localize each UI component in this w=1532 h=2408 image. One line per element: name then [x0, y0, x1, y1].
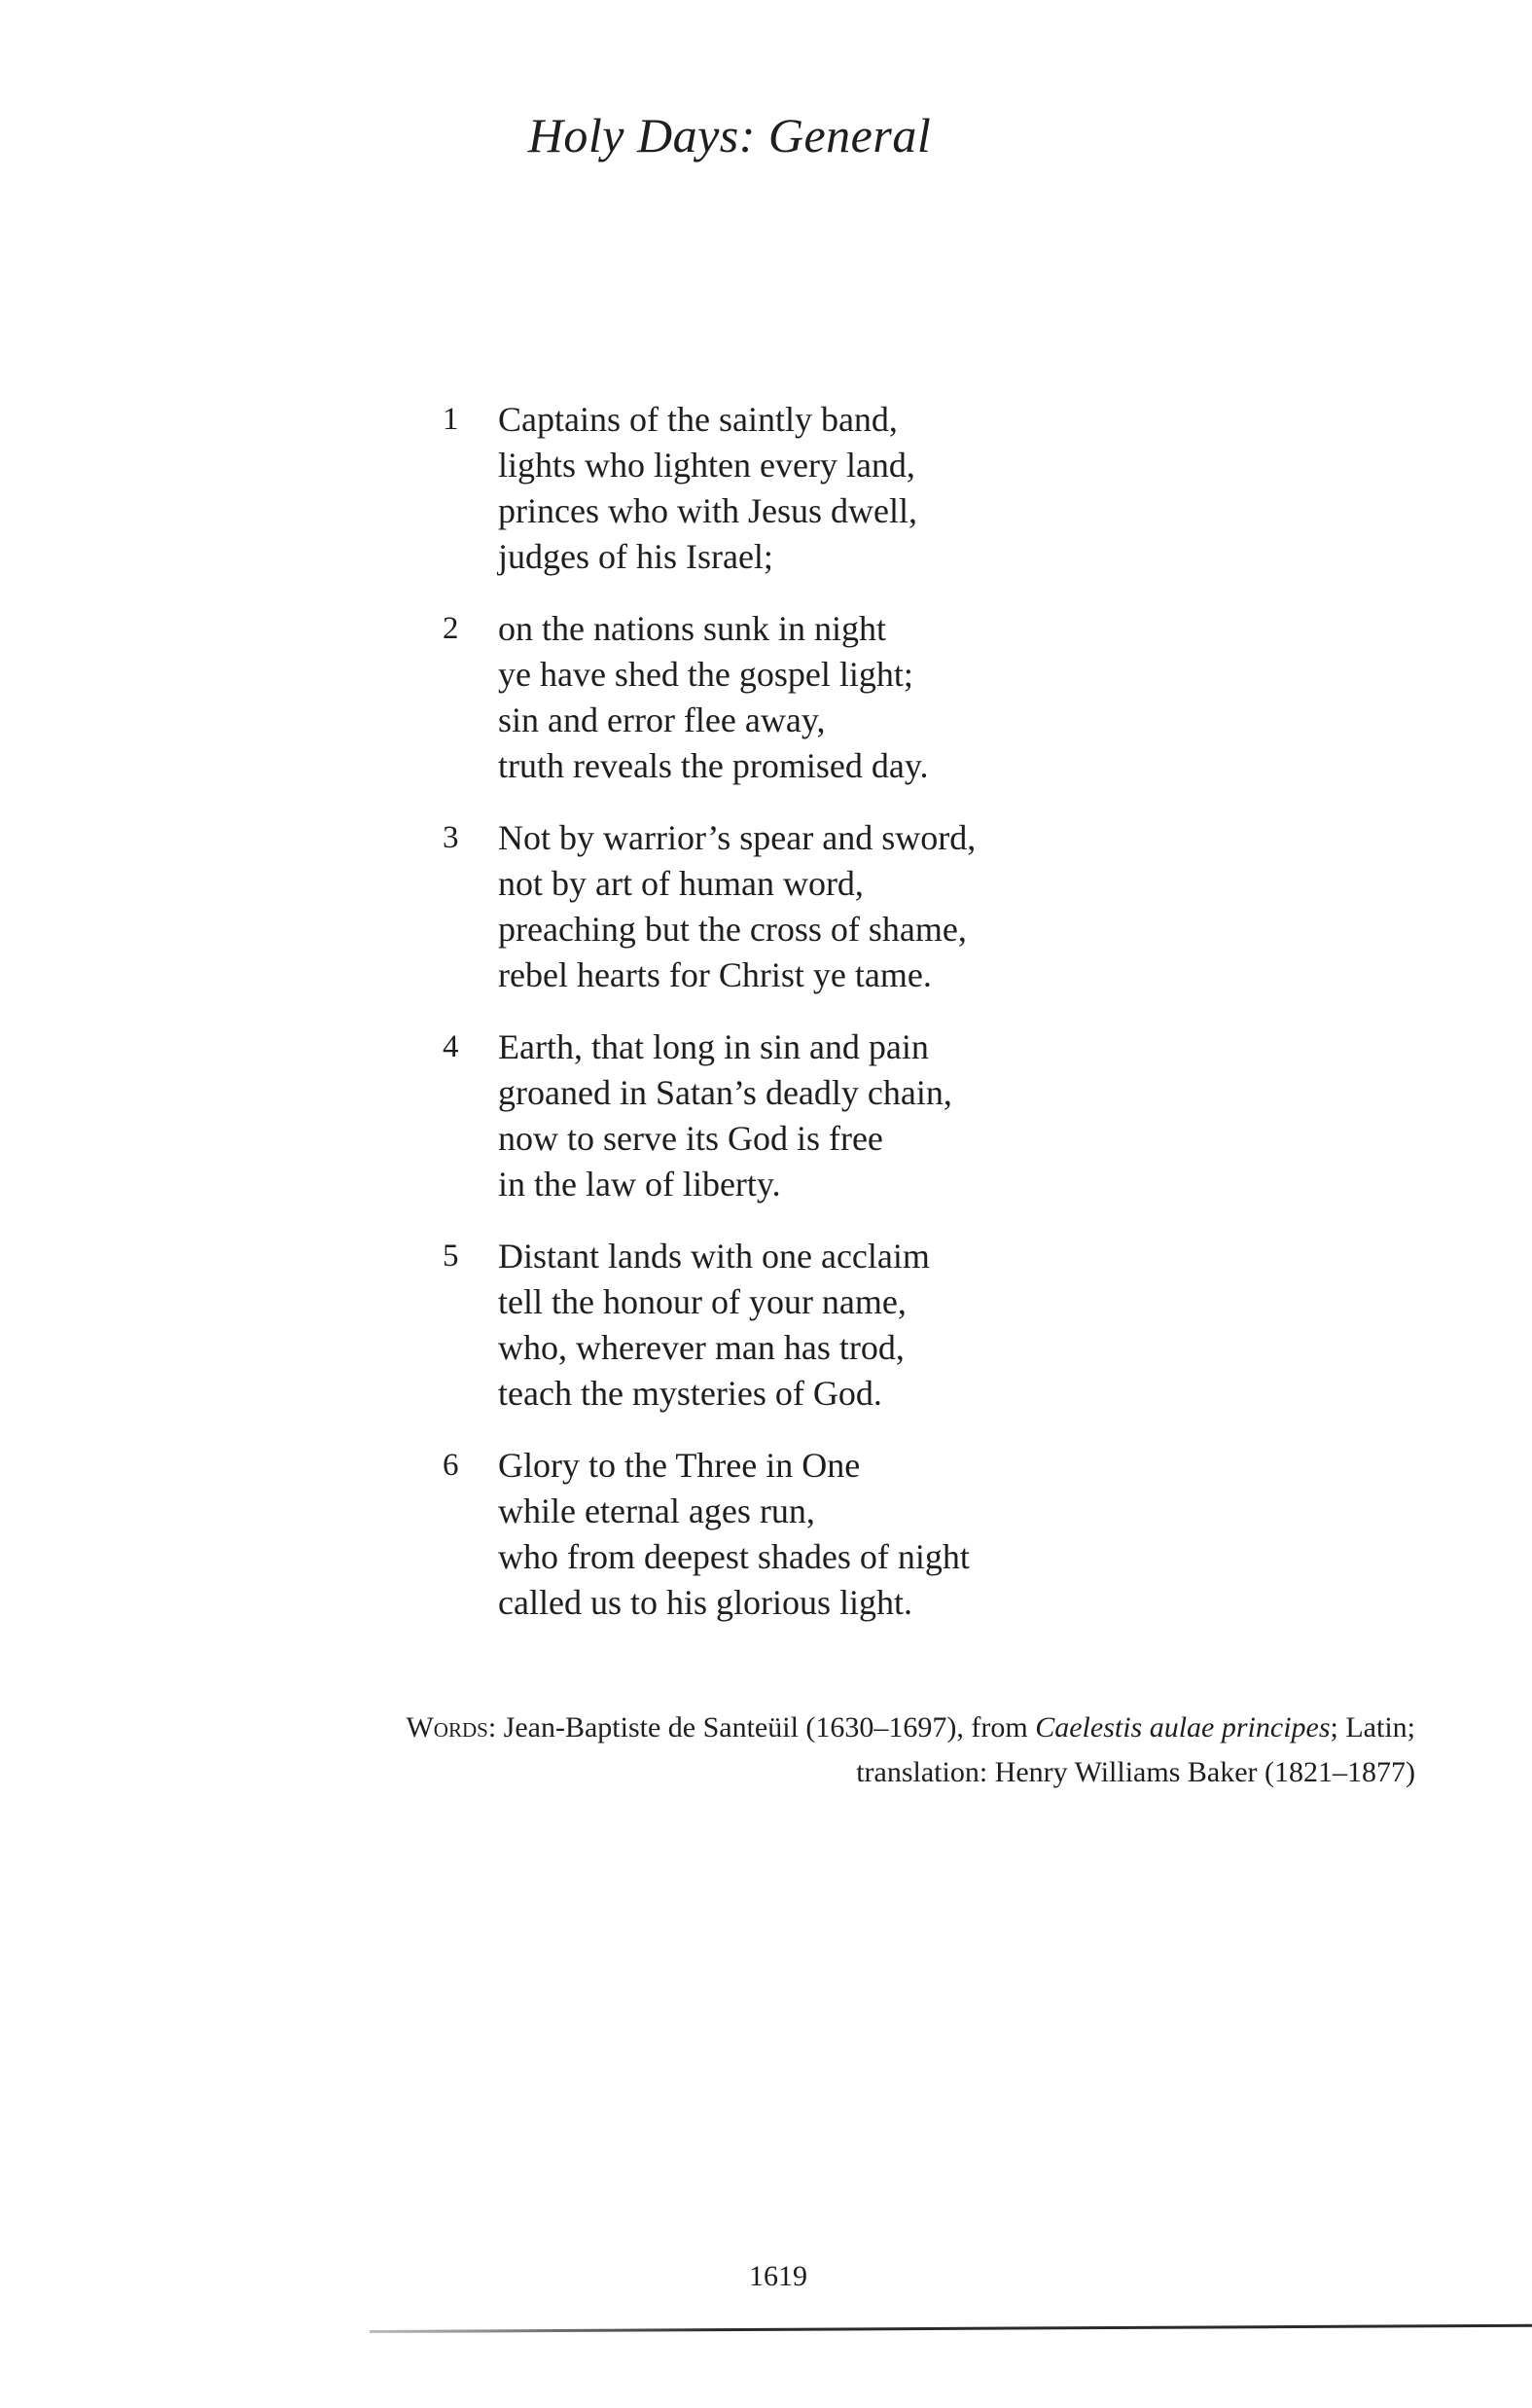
- verse-line: while eternal ages run,: [498, 1492, 815, 1530]
- verse-line: judges of his Israel;: [498, 537, 773, 576]
- bottom-rule: [370, 2324, 1532, 2333]
- verse-line: not by art of human word,: [498, 864, 864, 903]
- verse-lines: [498, 1234, 1123, 1417]
- verse-line: tell the honour of your name,: [498, 1282, 907, 1321]
- verse-line: princes who with Jesus dwell,: [498, 491, 917, 530]
- verse: [443, 606, 1123, 789]
- words-author: : Jean-Baptiste de Santeüil (1630–1697), from: [487, 1711, 1036, 1743]
- verse-lines: [498, 606, 1123, 789]
- verse-line: sin and error flee away,: [498, 701, 826, 739]
- translation-credit: translation: Henry Williams Baker (1821–1877): [856, 1756, 1415, 1788]
- verse-line: Earth, that long in sin and pain: [498, 1027, 929, 1066]
- verse-line: on the nations sunk in night: [498, 609, 886, 648]
- verse-lines: [498, 1024, 1123, 1207]
- verse-line: rebel hearts for Christ ye tame.: [498, 955, 932, 994]
- verse-lines: [498, 397, 1123, 580]
- verse-line: lights who lighten every land,: [498, 446, 915, 485]
- hymn-text: [443, 397, 1123, 1652]
- verse-line: called us to his glorious light.: [498, 1583, 912, 1622]
- verse-number: 3: [443, 820, 459, 855]
- verse: [443, 1024, 1123, 1207]
- verse-line: truth reveals the promised day.: [498, 746, 929, 785]
- words-label: Words: [406, 1711, 488, 1743]
- verse-line: Distant lands with one acclaim: [498, 1237, 930, 1276]
- verse-line: Not by warrior’s spear and sword,: [498, 818, 977, 857]
- verse-lines: [498, 815, 1123, 998]
- hymn-credits: [406, 1706, 1415, 1795]
- verse-number: 1: [443, 402, 459, 437]
- verse: [443, 397, 1123, 580]
- verse-line: groaned in Satan’s deadly chain,: [498, 1073, 952, 1112]
- words-credit: [406, 1706, 1415, 1750]
- verse: [443, 1443, 1123, 1626]
- verse-line: Glory to the Three in One: [498, 1446, 861, 1485]
- verse-number: 2: [443, 611, 459, 646]
- verse-line: in the law of liberty.: [498, 1165, 781, 1204]
- verse-number: 4: [443, 1029, 459, 1064]
- page-title: Holy Days: General: [527, 108, 932, 162]
- verse-number: 6: [443, 1448, 459, 1483]
- verse: [443, 815, 1123, 998]
- verse-line: now to serve its God is free: [498, 1119, 883, 1158]
- source-title: Caelestis aulae principes: [1035, 1711, 1331, 1743]
- verse-line: teach the mysteries of God.: [498, 1374, 882, 1413]
- verse-line: ye have shed the gospel light;: [498, 655, 913, 694]
- verse-lines: [498, 1443, 1123, 1626]
- verse-line: Captains of the saintly band,: [498, 400, 898, 439]
- page-number: 1619: [749, 2260, 807, 2292]
- verse-number: 5: [443, 1239, 459, 1274]
- verse-line: who from deepest shades of night: [498, 1537, 970, 1576]
- source-language: ; Latin;: [1330, 1711, 1415, 1743]
- verse-line: preaching but the cross of shame,: [498, 910, 967, 949]
- verse-line: who, wherever man has trod,: [498, 1328, 905, 1367]
- verse: [443, 1234, 1123, 1417]
